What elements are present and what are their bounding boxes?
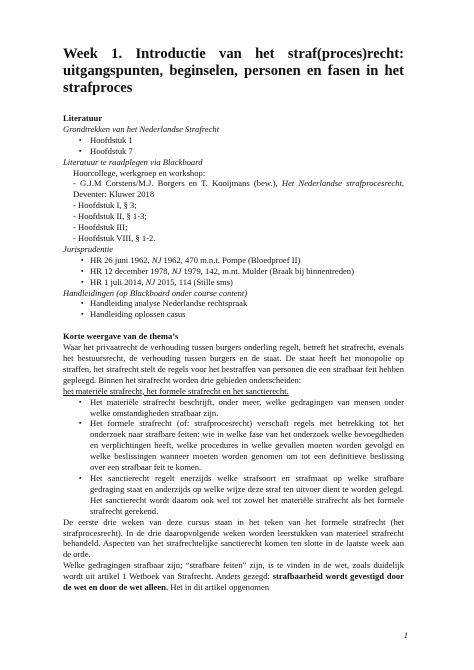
reference-line: - G.J.M Corstens/M.J. Borgers en T. Kooijmans (bew.), Het Nederlandse strafprocesrecht, Deventer: Kluwer 2018 [73, 178, 404, 200]
list-item: ▪ Het formele strafrecht (of: strafprocesrecht) verschaft regels met betrekking tot het onderzoek naar strafbare feiten: wie in welke fase van het onderzoek welke bevoegdheden en verplichtingen heeft, welke procedures in welke gevallen moeten worden gevolgd en welke beslissingen wanneer moeten worden genomen om tot een definitieve beslissing over een strafbaar feit te komen. [63, 418, 404, 473]
list-item: ▪ Het materiële strafrecht beschrijft, onder meer, welke gedragingen van mensen onder welke omstandigheden strafbaar zijn. [63, 397, 404, 419]
list-item: ▪ HR 1 juli 2014, NJ 2015, 114 (Stille sms) [63, 277, 404, 288]
list-item: ▪ Hoofdstuk 7 [63, 146, 404, 157]
literatuur-heading: Literatuur [63, 113, 103, 123]
list-item: ▪ Het sanctierecht regelt enerzijds welke strafsoort en strafmaat op welke strafbare gedraging staat en anderzijds op welke wijze deze straf ten uitvoer dient te worden gelegd. Het sanctierecht wordt daarom ook wel tot zowel het materiële strafrecht als het formele strafrecht gerekend. [63, 473, 404, 517]
list-item: ▪ Handleiding analyse Nederlandse rechtspraak [63, 298, 404, 309]
korte-bullets [63, 397, 404, 517]
ref-item: - Hoofdstuk III; [73, 222, 128, 233]
list-item: ▪ HR 12 december 1978, NJ 1979, 142, m.nt. Mulder (Braak bij binnentreden) [63, 266, 404, 277]
list-item: ▪ Handleiding oplossen casus [63, 309, 404, 320]
page-number: 1 [403, 630, 408, 640]
ref-item: - Hoofdstuk II, § 1-3; [73, 211, 147, 222]
list-item: ▪ HR 26 juni 1962, NJ 1962, 470 m.n.t. Pompe (Bloedproef II) [63, 255, 404, 266]
literatuur-sub1-list [63, 135, 404, 157]
ref-item: - Hoofdstuk I, § 3; [73, 200, 137, 211]
korte-underline: het materiële strafrecht, het formele strafrecht en het sanctierecht. [63, 385, 289, 396]
jurisprudentie-heading: Jurisprudentie [63, 243, 114, 254]
korte-para3: Welke gedragingen strafbaar zijn; “strafbare feiten” zijn, is te vinden in de wet, zoals duidelijk wordt uit artikel 1 Wetboek van Strafrecht. Anders gezegd: strafbaarheid wordt gevestigd door de wet en door de wet alleen. Het in dit artikel opgenomen [63, 560, 404, 593]
handleidingen-heading: Handleidingen (op Blackboard onder course content) [63, 287, 248, 298]
korte-intro: Waar het privaatrecht de verhouding tussen burgers onderling regelt, betreft het strafrecht, evenals het bestuursrecht, de verhouding tussen burgers en de staat. De staat heeft het monopolie op straffen, het strafrecht stelt de regels voor het bestraffen van personen die een strafbaar feit hebben gepleegd. Binnen het strafrecht worden drie gebieden onderscheiden: [63, 342, 404, 385]
jurisprudentie-list [63, 255, 404, 288]
korte-para2: De eerste drie weken van deze cursus staan in het teken van het formele strafrecht (het strafprocesrecht). In de drie daaropvolgende weken worden leerstukken van materieel strafrecht behandeld. Aspecten van het strafrechtelijke sanctierecht komen ten slotte in de laatste week aan de orde. [63, 516, 404, 560]
hoorcollege-line: Hoorcollege, werkgroep en workshop: [73, 167, 206, 178]
literatuur-sub2: Literatuur te raadplegen via Blackboard [63, 156, 203, 167]
literatuur-sub1: Grondtrekken van het Nederlandse Strafrecht [63, 123, 220, 134]
korte-heading: Korte weergave van de thema’s [63, 331, 179, 342]
page-title: Week 1. Introductie van het straf(proces)recht: uitgangspunten, beginselen, personen en fasen in het strafproces [63, 46, 404, 96]
handleidingen-list [63, 298, 404, 320]
list-item: ▪ Hoofdstuk 1 [63, 135, 404, 146]
ref-item: - Hoofdstuk VIII, § 1-2. [73, 232, 156, 243]
